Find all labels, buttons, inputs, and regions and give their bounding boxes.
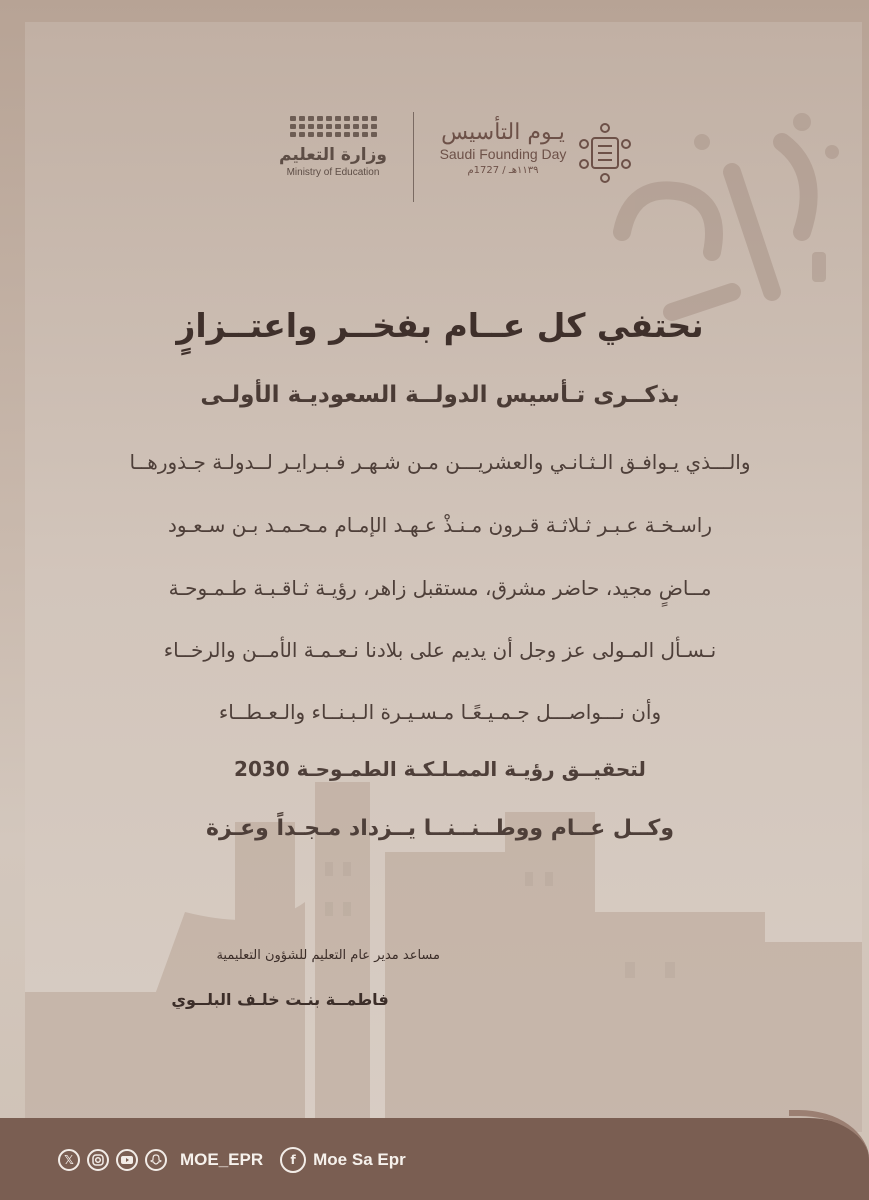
logo-divider (413, 112, 414, 202)
message-line-2: راسـخـة عـبـر ثـلاثـة قـرون مـنـذْ عـهـد الإمـام مـحـمـد بـن سـعـود (168, 513, 712, 537)
moe-arabic-name: وزارة التعليم (279, 145, 387, 165)
founding-day-logo (428, 122, 578, 176)
instagram-icon[interactable] (87, 1149, 109, 1171)
message-line-3: مــاضٍ مجيد، حاضر مشرق، مستقبل زاهر، رؤيـة ثـاقـبـة طـمـوحـة (168, 576, 712, 600)
message-subtitle: بذكــرى تـأسيس الدولــة السعوديـة الأولـى (200, 382, 680, 408)
signature-name: فاطمــة بنـت خلـف البلــوي (171, 990, 389, 1009)
moe-dots-icon (290, 116, 377, 137)
social-icons (58, 1147, 406, 1173)
founding-day-arabic: يـوم التأسيس (441, 120, 565, 145)
youtube-icon[interactable] (116, 1149, 138, 1171)
message-line-5: وأن نـــواصـــل جـمـيـعًـا مـسـيـرة الـبـنــاء والـعـطــاء (218, 700, 662, 724)
message-line-6: لتحقيــق رؤيـة الممـلـكـة الطمـوحـة 2030 (234, 757, 646, 781)
message-title: نحتفي كل عــام بفخــر واعتــزازٍ (176, 306, 704, 345)
social-handle[interactable]: MOE_EPR (180, 1150, 264, 1169)
founding-day-years: ١١٣٩هـ / 1727م (467, 165, 539, 176)
facebook-handle[interactable]: Moe Sa Epr (313, 1150, 406, 1169)
x-icon[interactable]: 𝕏 (58, 1149, 80, 1171)
message-line-7: وكــل عــام ووطــنــنــا يــزداد مـجـداً وعـزة (205, 816, 675, 841)
message-line-1: والـــذي يـوافـق الـثـانـي والعشريـــن مـن شـهـر فـبـرايـر لــدولـة جـذورهــا (129, 450, 751, 474)
background-ruins (25, 612, 862, 1132)
ministry-of-education-logo (278, 116, 388, 206)
facebook-icon[interactable]: f (280, 1147, 306, 1173)
message-line-4: نـسـأل المـولى عز وجل أن يديم على بلادنا نـعـمـة الأمــن والرخــاء (163, 638, 717, 662)
moe-english-name: Ministry of Education (286, 167, 380, 178)
signature-title: مساعد مدير عام التعليم للشؤون التعليمية (216, 948, 440, 963)
header-logos (0, 108, 869, 208)
founding-day-english: Saudi Founding Day (439, 146, 567, 162)
founding-day-emblem-icon (578, 122, 632, 184)
snapchat-icon[interactable] (145, 1149, 167, 1171)
